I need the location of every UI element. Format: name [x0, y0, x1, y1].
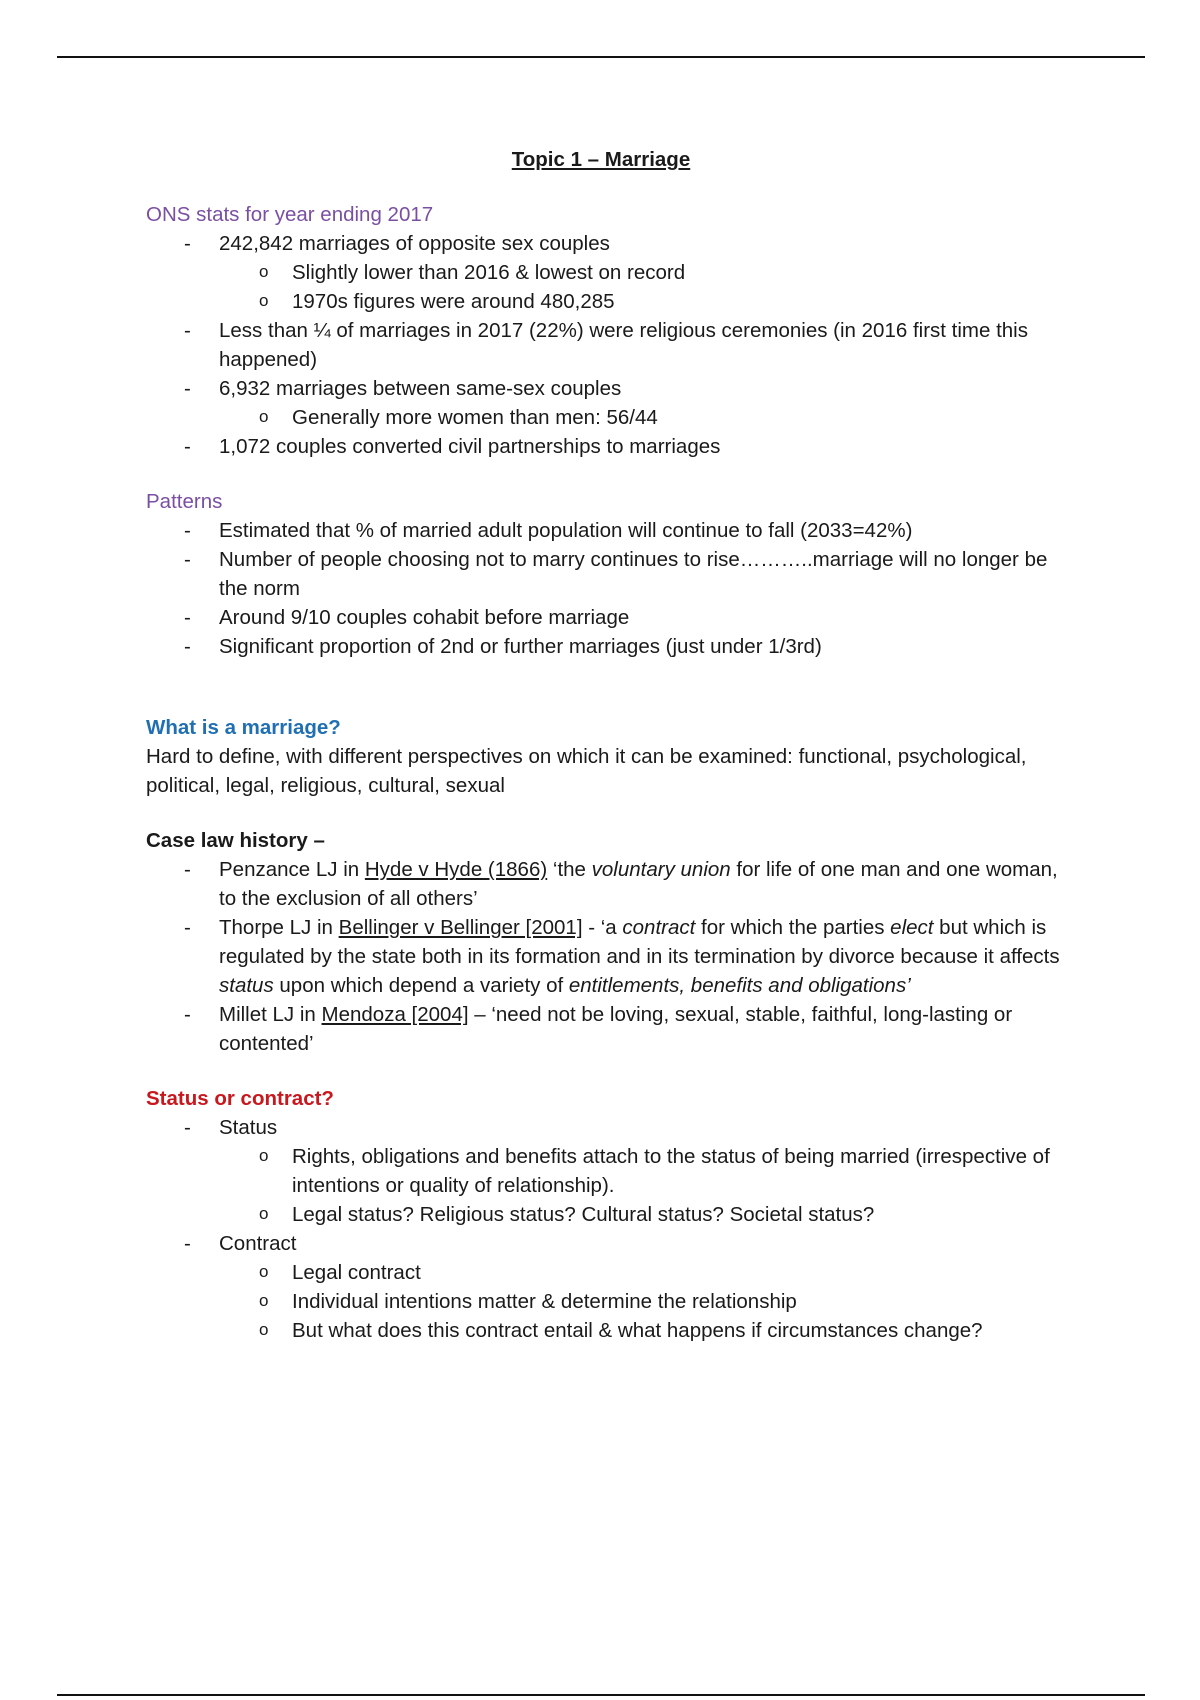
caselaw-list: [146, 855, 1076, 1058]
document-body: [146, 145, 1076, 1345]
list-item: - Status o Rights, obligations and benefits attach to the status of being married (irrespective of intentions or quality of relationship). o Legal status? Religious status? Cultural status? Societal status?: [146, 1113, 1076, 1229]
sub-list-item: o Legal status? Religious status? Cultural status? Societal status?: [219, 1200, 1076, 1229]
sub-list-item: o Rights, obligations and benefits attach to the status of being married (irrespective of intentions or quality of relationship).: [219, 1142, 1076, 1200]
sub-list-item: o Individual intentions matter & determine the relationship: [219, 1287, 1076, 1316]
sub-list-item: o Legal contract: [219, 1258, 1076, 1287]
list-item: - Estimated that % of married adult population will continue to fall (2033=42%): [146, 516, 1076, 545]
list-item: - Significant proportion of 2nd or further marriages (just under 1/3rd): [146, 632, 1076, 661]
case-item-hyde: - Penzance LJ in Hyde v Hyde (1866) ‘the voluntary union for life of one man and one woman, to the exclusion of all others’: [146, 855, 1076, 913]
case-citation: Mendoza [2004]: [321, 1003, 469, 1026]
status-heading: Status or contract?: [146, 1087, 334, 1110]
sub-list-item: o 1970s figures were around 480,285: [219, 287, 1076, 316]
sub-list-item: o Generally more women than men: 56/44: [219, 403, 1076, 432]
patterns-list: [146, 516, 1076, 661]
list-item: - Less than ¼ of marriages in 2017 (22%) were religious ceremonies (in 2016 first time this happened): [146, 316, 1076, 374]
patterns-heading: Patterns: [146, 490, 223, 513]
sub-list-item: o Slightly lower than 2016 & lowest on record: [219, 258, 1076, 287]
caselaw-heading: Case law history –: [146, 829, 325, 852]
case-item-mendoza: - Millet LJ in Mendoza [2004] – ‘need not be loving, sexual, stable, faithful, long-lasting or contented’: [146, 1000, 1076, 1058]
list-item: - 6,932 marriages between same-sex couples o Generally more women than men: 56/44: [146, 374, 1076, 432]
what-body: Hard to define, with different perspectives on which it can be examined: functional, psychological, political, legal, religious, cultural, sexual: [146, 745, 1027, 797]
header-rule: [57, 56, 1145, 58]
case-citation: Hyde v Hyde (1866): [364, 858, 548, 881]
sub-list-item: o But what does this contract entail & what happens if circumstances change?: [219, 1316, 1076, 1345]
list-item: - 1,072 couples converted civil partnerships to marriages: [146, 432, 1076, 461]
list-item: - Contract o Legal contract o Individual intentions matter & determine the relationship o But what does this contract entail & what happens if circumstances change?: [146, 1229, 1076, 1345]
case-item-bellinger: - Thorpe LJ in Bellinger v Bellinger [2001] - ‘a contract for which the parties elect but which is regulated by the state both in its formation and in its termination by divorce because it affects status upon which depend a variety of entitlements, benefits and obligations’: [146, 913, 1076, 1000]
ons-heading: ONS stats for year ending 2017: [146, 203, 434, 226]
page-title: Topic 1 – Marriage: [511, 148, 691, 171]
status-list: [146, 1113, 1076, 1345]
ons-list: [146, 229, 1076, 461]
case-citation: Bellinger v Bellinger [2001]: [338, 916, 583, 939]
footer-rule: [57, 1694, 1145, 1696]
what-heading: What is a marriage?: [146, 716, 341, 739]
list-item: - Number of people choosing not to marry continues to rise………..marriage will no longer be the norm: [146, 545, 1076, 603]
list-item: - 242,842 marriages of opposite sex couples o Slightly lower than 2016 & lowest on record o 1970s figures were around 480,285: [146, 229, 1076, 316]
list-item: - Around 9/10 couples cohabit before marriage: [146, 603, 1076, 632]
